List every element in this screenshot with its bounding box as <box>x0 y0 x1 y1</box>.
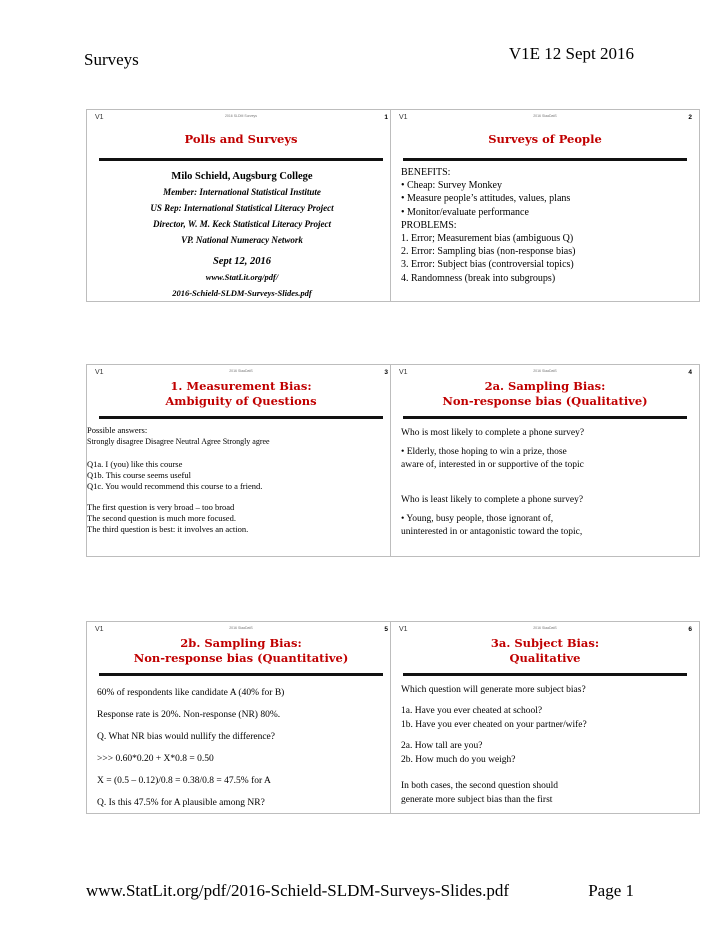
slide-line: 2b. How much do you weigh? <box>401 755 516 765</box>
slide-line: • Measure people’s attitudes, values, plans <box>401 193 571 205</box>
slide-title: Polls and Surveys <box>184 132 298 146</box>
title-rule <box>403 416 687 419</box>
slide-version: V1 <box>399 626 408 633</box>
slide-number: 2 <box>688 114 692 121</box>
slide-number: 3 <box>384 369 388 376</box>
slide-title-line2: Non-response bias (Qualitative) <box>442 394 648 408</box>
slide-6 <box>390 621 700 814</box>
slide-line: Strongly disagree Disagree Neutral Agree Strongly agree <box>87 437 270 446</box>
slide-version: V1 <box>95 114 104 121</box>
slide-title: Surveys of People <box>488 132 602 146</box>
slide-header-text: 2016 SLDM Surveys <box>224 114 258 118</box>
slide-line: Q1a. I (you) like this course <box>87 459 183 469</box>
slide-line: Which question will generate more subject bias? <box>401 685 586 695</box>
slide-title: 1. Measurement Bias: <box>170 379 312 393</box>
slide-3 <box>86 364 396 557</box>
slide-number: 6 <box>688 626 692 633</box>
slide-line: www.StatLit.org/pdf/ <box>205 272 279 282</box>
slide-line: >>> 0.60*0.20 + X*0.8 = 0.50 <box>97 754 214 764</box>
slide-title-line2: Ambiguity of Questions <box>165 394 317 408</box>
slide-1 <box>86 109 396 302</box>
slide-line: 1. Error; Measurement bias (ambiguous Q) <box>401 233 574 245</box>
slide-number: 4 <box>688 369 692 376</box>
title-rule <box>99 673 383 676</box>
footer-url: www.StatLit.org/pdf/2016-Schield-SLDM-Surveys-Slides.pdf <box>86 881 510 900</box>
slide-line: Q1c. You would recommend this course to a friend. <box>87 481 263 491</box>
page-version: V1E 12 Sept 2016 <box>508 44 634 63</box>
title-rule <box>99 416 383 419</box>
title-rule <box>403 158 687 161</box>
slide-line: generate more subject bias than the first <box>401 795 553 805</box>
slide-line: Q. Is this 47.5% for A plausible among NR? <box>97 798 265 808</box>
slide-4 <box>390 364 700 557</box>
slide-line: The first question is very broad – too broad <box>87 502 235 512</box>
slide-line: Milo Schield, Augsburg College <box>171 171 313 182</box>
slide-header-text: 2016 SlaaDatS <box>533 114 557 118</box>
slide-line: The third question is best: it involves an action. <box>87 524 249 534</box>
slide-2 <box>390 109 700 302</box>
page-title: Surveys <box>84 50 139 69</box>
slide-header-text: 2016 SlaaDatS <box>229 626 253 630</box>
slide-title: 3a. Subject Bias: <box>490 636 600 650</box>
footer-page-number: Page 1 <box>588 881 634 900</box>
slide-line: Response rate is 20%. Non-response (NR) 80%. <box>97 710 281 720</box>
slide-line: 3. Error: Subject bias (controversial topics) <box>401 259 574 271</box>
slide-line: aware of, interested in or supportive of the topic <box>401 460 584 470</box>
slide-title-line2: Qualitative <box>509 651 581 665</box>
slide-line: uninterested in or antagonistic toward the topic, <box>401 527 583 537</box>
slide-line: Q. What NR bias would nullify the difference? <box>97 732 275 742</box>
slide-header-text: 2016 SlaaDatS <box>533 369 557 373</box>
slide-title-line2: Non-response bias (Quantitative) <box>133 651 349 665</box>
slide-line: Member: International Statistical Institute <box>163 187 321 197</box>
slide-5 <box>86 621 396 814</box>
slide-line: Who is least likely to complete a phone survey? <box>401 495 584 505</box>
slide-line: • Elderly, those hoping to win a prize, those <box>401 447 567 457</box>
slide-version: V1 <box>399 369 408 376</box>
slide-line: 4. Randomness (break into subgroups) <box>401 272 556 284</box>
slide-line: 2. Error: Sampling bias (non-response bias) <box>401 246 576 258</box>
slide-line: • Young, busy people, those ignorant of, <box>401 514 554 524</box>
slide-number: 1 <box>384 114 388 121</box>
slide-version: V1 <box>95 626 104 633</box>
slide-line: US Rep: International Statistical Literacy Project <box>150 203 334 213</box>
slide-line: BENEFITS: <box>401 167 451 178</box>
slide-line: PROBLEMS: <box>401 219 457 231</box>
slide-number: 5 <box>384 626 388 633</box>
slide-title: 2b. Sampling Bias: <box>180 636 302 650</box>
slide-line: Possible answers: <box>87 425 148 435</box>
slide-line: 1b. Have you ever cheated on your partner/wife? <box>401 720 587 730</box>
slide-line: Who is most likely to complete a phone survey? <box>401 428 585 438</box>
title-rule <box>403 673 687 676</box>
slide-line: The second question is much more focused. <box>87 513 236 523</box>
slide-line: In both cases, the second question should <box>401 781 558 791</box>
slide-line: • Cheap: Survey Monkey <box>401 180 502 192</box>
slide-line: 2016-Schield-SLDM-Surveys-Slides.pdf <box>172 288 312 298</box>
slide-line: Director, W. M. Keck Statistical Literacy Project <box>153 219 331 229</box>
slide-line: VP. National Numeracy Network <box>181 235 303 245</box>
slide-line: 2a. How tall are you? <box>401 741 483 751</box>
slide-header-text: 2016 SlaaDatS <box>229 369 253 373</box>
slide-line: Q1b. This course seems useful <box>87 470 191 480</box>
slide-title: 2a. Sampling Bias: <box>484 379 606 393</box>
slide-version: V1 <box>95 369 104 376</box>
slide-line: 1a. Have you ever cheated at school? <box>401 706 543 716</box>
slide-version: V1 <box>399 114 408 121</box>
slide-line: Sept 12, 2016 <box>212 256 272 267</box>
slide-line: X = (0.5 – 0.12)/0.8 = 0.38/0.8 = 47.5% for A <box>97 776 271 786</box>
slide-header-text: 2016 SlaaDatS <box>533 626 557 630</box>
slide-line: 60% of respondents like candidate A (40% for B) <box>97 688 285 698</box>
title-rule <box>99 158 383 161</box>
slide-line: • Monitor/evaluate performance <box>401 206 529 218</box>
